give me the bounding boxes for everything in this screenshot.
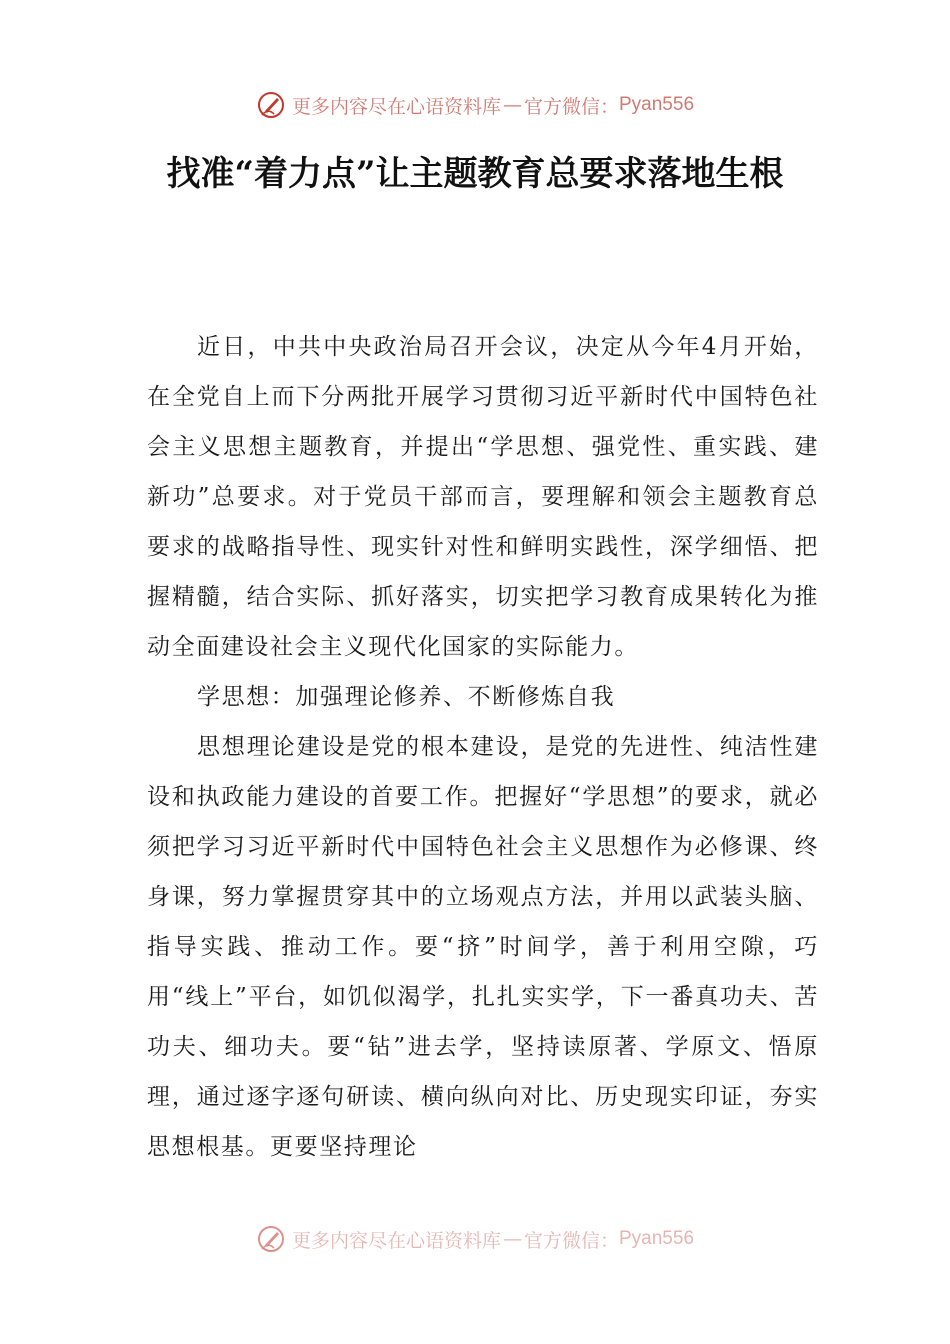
watermark-text: 更多内容尽在心语资料库 (291, 1229, 501, 1252)
document-body (147, 322, 819, 1172)
pen-logo-icon (256, 90, 286, 120)
watermark-wechat-id: Pyan556 (619, 1228, 695, 1249)
header-watermark (0, 90, 950, 120)
watermark-official: 官方微信： (523, 95, 619, 118)
watermark-separator: — (502, 94, 522, 116)
watermark-official: 官方微信： (523, 1229, 619, 1252)
pen-logo-icon (256, 1224, 286, 1254)
document-title: 找准“着力点”让主题教育总要求落地生根 (166, 154, 784, 194)
section-heading: 学思想：加强理论修养、不断修炼自我 (197, 684, 616, 710)
paragraph-intro: 近日，中共中央政治局召开会议，决定从今年4月开始，在全党自上而下分两批开展学习贯彻习近平新时代中国特色社会主义思想主题教育，并提出“学思想、强党性、重实践、建新功”总要求。对于党员干部而言，要理解和领会主题教育总要求的战略指导性、现实针对性和鲜明实践性，深学细悟、把握精髓，结合实际、抓好落实，切实把学习教育成果转化为推动全面建设社会主义现代化国家的实际能力。 (147, 334, 819, 660)
watermark-text: 更多内容尽在心语资料库 (291, 95, 501, 118)
watermark-wechat-id: Pyan556 (619, 94, 695, 115)
footer-watermark (0, 1224, 950, 1254)
paragraph-study-thought: 思想理论建设是党的根本建设，是党的先进性、纯洁性建设和执政能力建设的首要工作。把握好“学思想”的要求，就必须把学习习近平新时代中国特色社会主义思想作为必修课、终身课，努力掌握贯穿其中的立场观点方法，并用以武装头脑、指导实践、推动工作。要“挤”时间学，善于利用空隙，巧用“线上”平台，如饥似渴学，扎扎实实学，下一番真功夫、苦功夫、细功夫。要“钻”进去学，坚持读原著、学原文、悟原理，通过逐字逐句研读、横向纵向对比、历史现实印证，夯实思想根基。更要坚持理论 (147, 734, 819, 1160)
watermark-separator: — (502, 1228, 522, 1250)
